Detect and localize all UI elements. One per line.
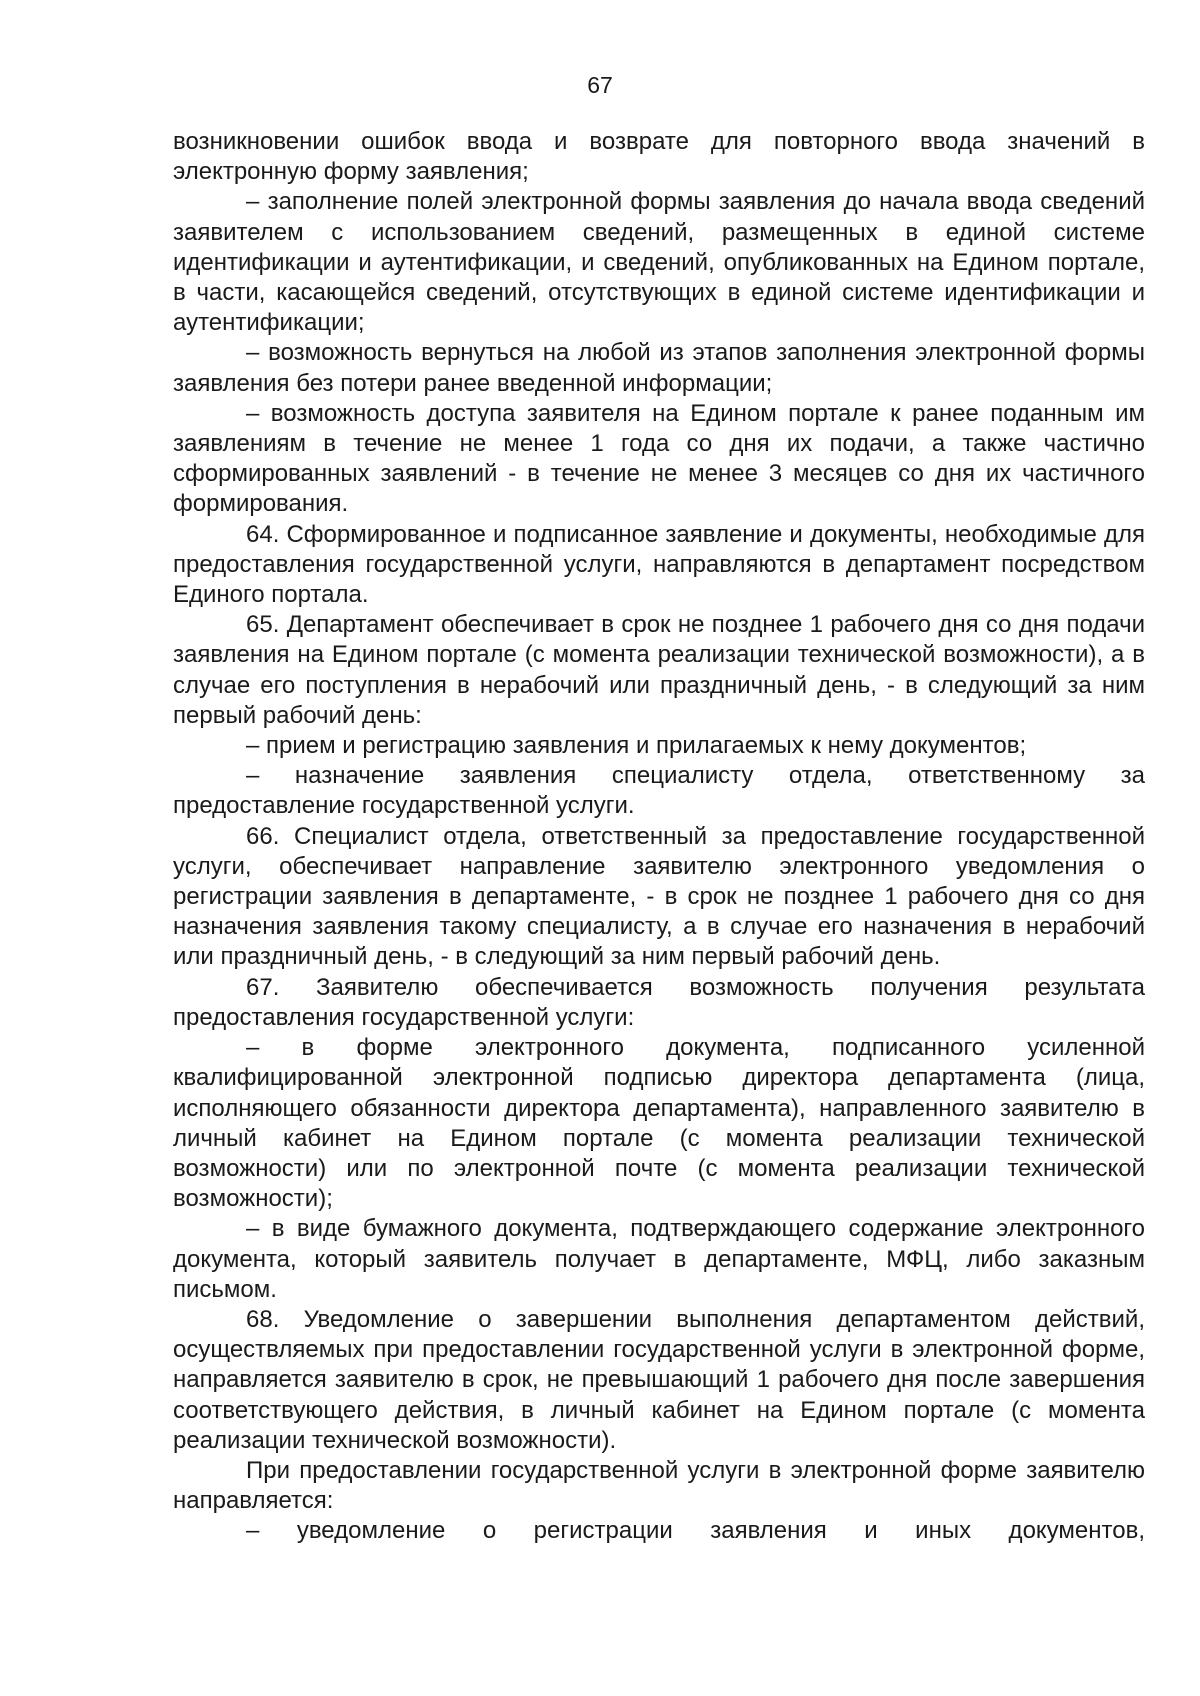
paragraph: – в виде бумажного документа, подтверждающего содержание электронного документа, который заявитель получает в департаменте, МФЦ, либо заказным письмом.: [173, 1215, 1145, 1303]
paragraph: 65. Департамент обеспечивает в срок не позднее 1 рабочего дня со дня подачи заявления на Едином портале (с момента реализации технической возможности), а в случае его поступления в нерабочий или праздничный день, - в следующий за ним первый рабочий день:: [173, 611, 1145, 729]
paragraph: – возможность вернуться на любой из этапов заполнения электронной формы заявления без потери ранее введенной информации;: [173, 339, 1145, 397]
paragraph: – в форме электронного документа, подписанного усиленной квалифицированной электронной подписью директора департамента (лица, исполняющего обязанности директора департамента), направленного заявителю в личный кабинет на Едином портале (с момента реализации технической возможности) или по электронной почте (с момента реализации технической возможности);: [173, 1034, 1145, 1213]
paragraph: – заполнение полей электронной формы заявления до начала ввода сведений заявителем с использованием сведений, размещенных в единой системе идентификации и аутентификации, и сведений, опубликованных на Едином портале, в части, касающейся сведений, отсутствующих в единой системе идентификации и аутентификации;: [173, 188, 1145, 337]
document-body: [173, 127, 1145, 1547]
paragraph: возникновении ошибок ввода и возврате для повторного ввода значений в электронную форму заявления;: [173, 128, 1145, 186]
paragraph: – уведомление о регистрации заявления и иных документов,: [246, 1517, 1145, 1545]
paragraph: 66. Специалист отдела, ответственный за предоставление государственной услуги, обеспечивает направление заявителю электронного уведомления о регистрации заявления в департаменте, - в срок не позднее 1 рабочего дня со дня назначения заявления такому специалисту, а в случае его назначения в нерабочий или праздничный день, - в следующий за ним первый рабочий день.: [173, 822, 1145, 971]
paragraph: – прием и регистрацию заявления и прилагаемых к нему документов;: [246, 732, 1027, 760]
page-number: 67: [587, 72, 613, 98]
paragraph: При предоставлении государственной услуги в электронной форме заявителю направляется:: [173, 1456, 1145, 1515]
paragraph: – назначение заявления специалисту отдела, ответственному за предоставление государственной услуги.: [173, 762, 1145, 820]
paragraph: 68. Уведомление о завершении выполнения департаментом действий, осуществляемых при предоставлении государственной услуги в электронной форме, направляется заявителю в срок, не превышающий 1 рабочего дня после завершения соответствующего действия, в личный кабинет на Едином портале (с момента реализации технической возможности).: [173, 1305, 1145, 1454]
paragraph: 67. Заявителю обеспечивается возможность получения результата предоставления государственной услуги:: [173, 973, 1145, 1031]
paragraph: – возможность доступа заявителя на Едином портале к ранее поданным им заявлениям в течение не менее 1 года со дня их подачи, а также частично сформированных заявлений - в течение не менее 3 месяцев со дня их частичного формирования.: [173, 399, 1145, 518]
paragraph: 64. Сформированное и подписанное заявление и документы, необходимые для предоставления государственной услуги, направляются в департамент посредством Единого портала.: [173, 520, 1145, 609]
